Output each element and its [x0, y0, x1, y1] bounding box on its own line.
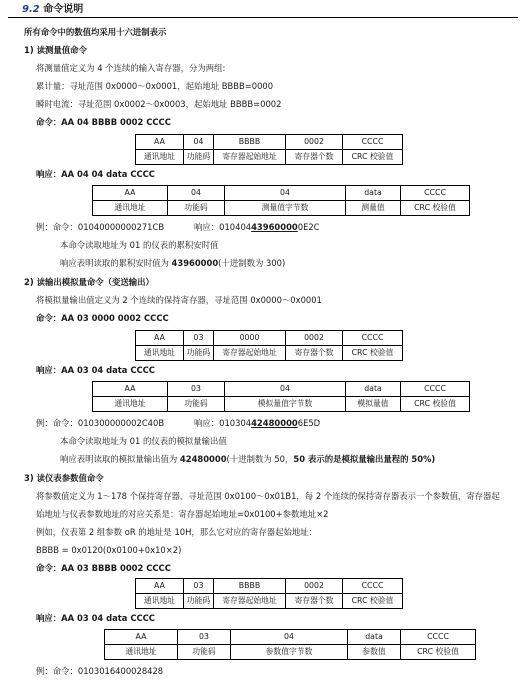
table-cell: 测量值字节数: [225, 201, 346, 216]
s1-note1: 本命令读取地址为 01 的仪表的累积安时值: [60, 240, 219, 250]
table-cell: 功能码: [184, 150, 214, 165]
note-suffix: (十进制数为 300): [218, 258, 286, 268]
s2-resp-table: [92, 381, 470, 412]
table-cell: CRC 校验值: [343, 150, 403, 165]
table-cell: 功能码: [168, 397, 225, 412]
table-cell: 04: [225, 382, 346, 397]
table-cell: 寄存器个数: [286, 346, 343, 361]
s2-desc: 将模拟量输出值定义为 2 个连续的保持寄存器，寻址范围 0x0000～0x0001: [36, 295, 322, 305]
section-heading: [22, 4, 83, 15]
s2-example-cmd: 例：命令：010300000002C40B: [36, 418, 165, 428]
note-value: 42480000: [179, 454, 227, 464]
table-cell: 寄存器个数: [286, 150, 343, 165]
resp-prefix: 响应：010304: [194, 418, 252, 428]
table-cell: CCCC: [343, 135, 403, 150]
table-cell: 通讯地址: [93, 201, 168, 216]
table-cell: 模拟量值: [346, 397, 401, 412]
table-cell: 03: [184, 579, 214, 594]
table-cell: data: [346, 382, 401, 397]
table-cell: CRC 校验值: [401, 201, 470, 216]
s3-example-cmd: 例：命令：0103016400028428: [36, 666, 164, 676]
table-cell: AA: [136, 135, 184, 150]
table-cell: CCCC: [343, 331, 403, 346]
s1-desc: 将测量值定义为 4 个连续的输入寄存器，分为两组:: [36, 63, 226, 73]
table-cell: 参数值字节数: [231, 645, 348, 660]
table-cell: CCCC: [343, 579, 403, 594]
s3-heading: 3) 读仪表参数值命令: [24, 473, 104, 483]
table-cell: 03: [168, 382, 225, 397]
table-cell: AA: [136, 331, 184, 346]
s2-cmd-label: 命令：AA 03 0000 0002 CCCC: [36, 313, 169, 323]
table-cell: 通讯地址: [93, 397, 168, 412]
table-cell: BBBB: [214, 579, 286, 594]
note-value: 43960000: [171, 258, 219, 268]
s1-heading: 1) 读测量值命令: [24, 45, 87, 55]
s2-note1: 本命令读取地址为 01 的仪表的模拟量输出值: [60, 436, 227, 446]
table-cell: 通讯地址: [105, 645, 178, 660]
s2-note2: [60, 454, 435, 465]
table-cell: data: [346, 186, 401, 201]
table-cell: 寄存器起始地址: [214, 594, 286, 609]
table-cell: AA: [136, 579, 184, 594]
s1-instant: 瞬时电流：寻址范围 0x0002～0x0003，起始地址 BBBB=0002: [36, 99, 282, 109]
s1-example-cmd: 例：命令：01040000000271CB: [36, 222, 165, 232]
table-cell: 模拟量值字节数: [225, 397, 346, 412]
s3-desc2: 始地址与仪表参数地址的对应关系是：寄存器起始地址=0x0100+参数地址×2: [36, 509, 329, 519]
s1-example-resp: [194, 222, 320, 233]
table-cell: 0002: [286, 579, 343, 594]
table-cell: AA: [93, 186, 168, 201]
table-cell: AA: [93, 382, 168, 397]
table-cell: 04: [225, 186, 346, 201]
resp-prefix: 响应：010404: [194, 222, 252, 232]
resp-suffix: 0E2C: [297, 222, 320, 232]
table-cell: CRC 校验值: [401, 645, 476, 660]
note-prefix: 响应表明读取的累积安时值为: [60, 258, 172, 268]
table-cell: 通讯地址: [136, 594, 184, 609]
s1-resp-label: 响应：AA 04 04 data CCCC: [36, 169, 155, 179]
table-cell: 寄存器起始地址: [214, 346, 286, 361]
s3-resp-label: 响应：AA 03 04 data CCCC: [36, 613, 155, 623]
s3-cmd-label: 命令：AA 03 BBBB 0002 CCCC: [36, 563, 171, 573]
table-cell: CRC 校验值: [401, 397, 470, 412]
table-cell: 寄存器起始地址: [214, 150, 286, 165]
resp-value: 42480000: [251, 418, 298, 428]
section-name: 命令说明: [43, 4, 84, 15]
table-cell: 0002: [286, 135, 343, 150]
intro-text: 所有命令中的数值均采用十六进制表示: [24, 27, 167, 37]
note-mid: (十进制数为 50，: [226, 454, 294, 464]
table-cell: data: [348, 630, 401, 645]
note-emphasis: 50 表示的是模拟量输出量程的 50%): [293, 454, 436, 464]
table-cell: 功能码: [168, 201, 225, 216]
table-cell: 功能码: [184, 346, 214, 361]
resp-suffix: 6E5D: [297, 418, 321, 428]
table-cell: 寄存器个数: [286, 594, 343, 609]
table-cell: BBBB: [214, 135, 286, 150]
table-cell: 03: [184, 331, 214, 346]
resp-value: 43960000: [251, 222, 298, 232]
table-cell: 03: [178, 630, 231, 645]
table-cell: AA: [105, 630, 178, 645]
table-cell: 功能码: [178, 645, 231, 660]
s3-resp-table: [104, 629, 476, 660]
s1-cumulative: 累计量：寻址范围 0x0000～0x0001，起始地址 BBBB=0000: [36, 81, 274, 91]
table-cell: 0000: [214, 331, 286, 346]
heading-divider: [8, 17, 518, 18]
table-cell: CRC 校验值: [343, 594, 403, 609]
s3-desc1: 将参数值定义为 1～178 个保持寄存器，寻址范围 0x0100～0x01B1，每 2 个连续的保持寄存器表示一个参数值，寄存器起: [36, 491, 500, 501]
table-cell: CCCC: [401, 186, 470, 201]
section-number: 9.2: [22, 4, 40, 15]
table-cell: CCCC: [401, 630, 476, 645]
note-prefix: 响应表明读取的模拟量输出值为: [60, 454, 180, 464]
s3-example1: 例如，仪表第 2 组参数 oR 的地址是 10H，那么它对应的寄存器起始地址：: [36, 527, 318, 537]
s1-note2: [60, 258, 285, 269]
table-cell: 功能码: [184, 594, 214, 609]
s1-cmd-label: 命令：AA 04 BBBB 0002 CCCC: [36, 117, 171, 127]
s3-example2: BBBB = 0x0120(0x0100+0x10×2): [36, 545, 182, 555]
s3-cmd-table: [135, 578, 403, 609]
s2-cmd-table: [135, 330, 403, 361]
table-cell: CCCC: [401, 382, 470, 397]
table-cell: 0002: [286, 331, 343, 346]
table-cell: 04: [168, 186, 225, 201]
table-cell: CRC 校验值: [343, 346, 403, 361]
table-cell: 测量值: [346, 201, 401, 216]
s2-resp-label: 响应：AA 03 04 data CCCC: [36, 365, 155, 375]
table-cell: 通讯地址: [136, 346, 184, 361]
s1-cmd-table: [135, 134, 403, 165]
table-cell: 通讯地址: [136, 150, 184, 165]
table-cell: 04: [231, 630, 348, 645]
table-cell: 参数值: [348, 645, 401, 660]
s2-example-resp: [194, 418, 320, 429]
s1-resp-table: [92, 185, 470, 216]
s2-heading: 2) 读输出模拟量命令（变送输出）: [24, 277, 154, 287]
table-cell: 04: [184, 135, 214, 150]
